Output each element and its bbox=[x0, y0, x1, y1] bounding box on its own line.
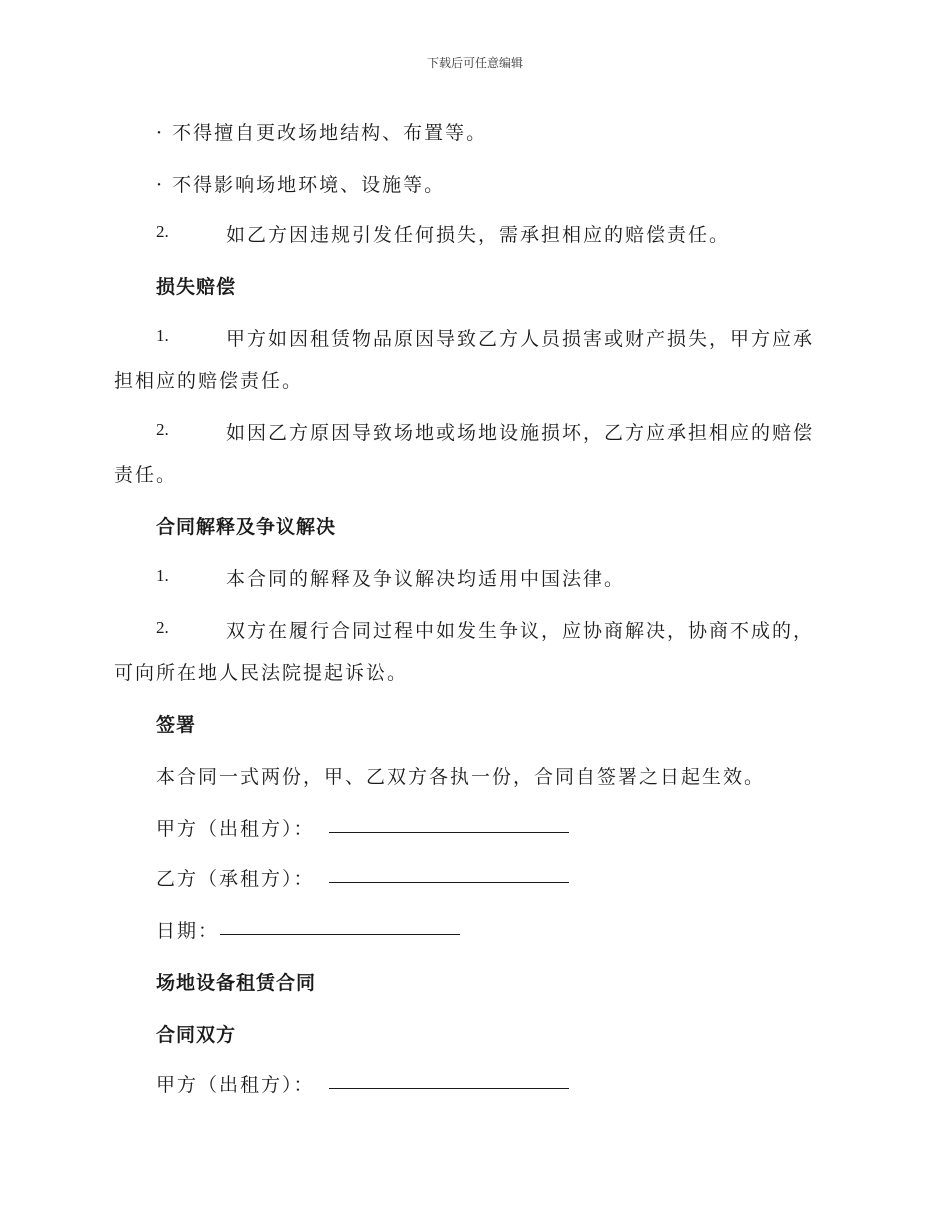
section-heading: 场地设备租赁合同 bbox=[156, 972, 317, 994]
signature-line bbox=[329, 882, 569, 883]
bullet-item: · 不得影响场地环境、设施等。 bbox=[156, 174, 446, 196]
item-text: 双方在履行合同过程中如发生争议，应协商解决，协商不成的， bbox=[226, 620, 815, 642]
signature-label-party-a: 甲方（出租方）： bbox=[156, 818, 315, 840]
item-number: 2. bbox=[156, 618, 169, 637]
item-text-continued: 担相应的赔偿责任。 bbox=[114, 370, 304, 392]
section-heading: 合同双方 bbox=[156, 1024, 237, 1046]
signature-label-party-a: 甲方（出租方）： bbox=[156, 1074, 315, 1096]
paragraph: 本合同一式两份，甲、乙双方各执一份，合同自签署之日起生效。 bbox=[156, 766, 766, 788]
item-text-continued: 责任。 bbox=[114, 464, 178, 486]
item-number: 1. bbox=[156, 326, 169, 345]
item-text-continued: 可向所在地人民法院提起诉讼。 bbox=[114, 662, 409, 684]
page-header: 下载后可任意编辑 bbox=[426, 56, 523, 70]
item-text: 甲方如因租赁物品原因导致乙方人员损害或财产损失，甲方应承 bbox=[226, 328, 815, 350]
date-line bbox=[220, 934, 460, 935]
item-number: 1. bbox=[156, 566, 169, 585]
item-text: 本合同的解释及争议解决均适用中国法律。 bbox=[226, 568, 626, 590]
item-number: 2. bbox=[156, 420, 169, 439]
section-heading: 合同解释及争议解决 bbox=[156, 516, 337, 538]
signature-line bbox=[329, 832, 569, 833]
signature-label-party-b: 乙方（承租方）： bbox=[156, 868, 315, 890]
item-number: 2. bbox=[156, 222, 169, 241]
bullet-item: · 不得擅自更改场地结构、布置等。 bbox=[156, 122, 488, 144]
section-heading: 签署 bbox=[156, 714, 197, 736]
item-text: 如因乙方原因导致场地或场地设施损坏，乙方应承担相应的赔偿 bbox=[226, 422, 815, 444]
section-heading: 损失赔偿 bbox=[156, 276, 237, 298]
date-label: 日期： bbox=[156, 920, 220, 942]
item-text: 如乙方因违规引发任何损失，需承担相应的赔偿责任。 bbox=[226, 224, 731, 246]
signature-line bbox=[329, 1088, 569, 1089]
